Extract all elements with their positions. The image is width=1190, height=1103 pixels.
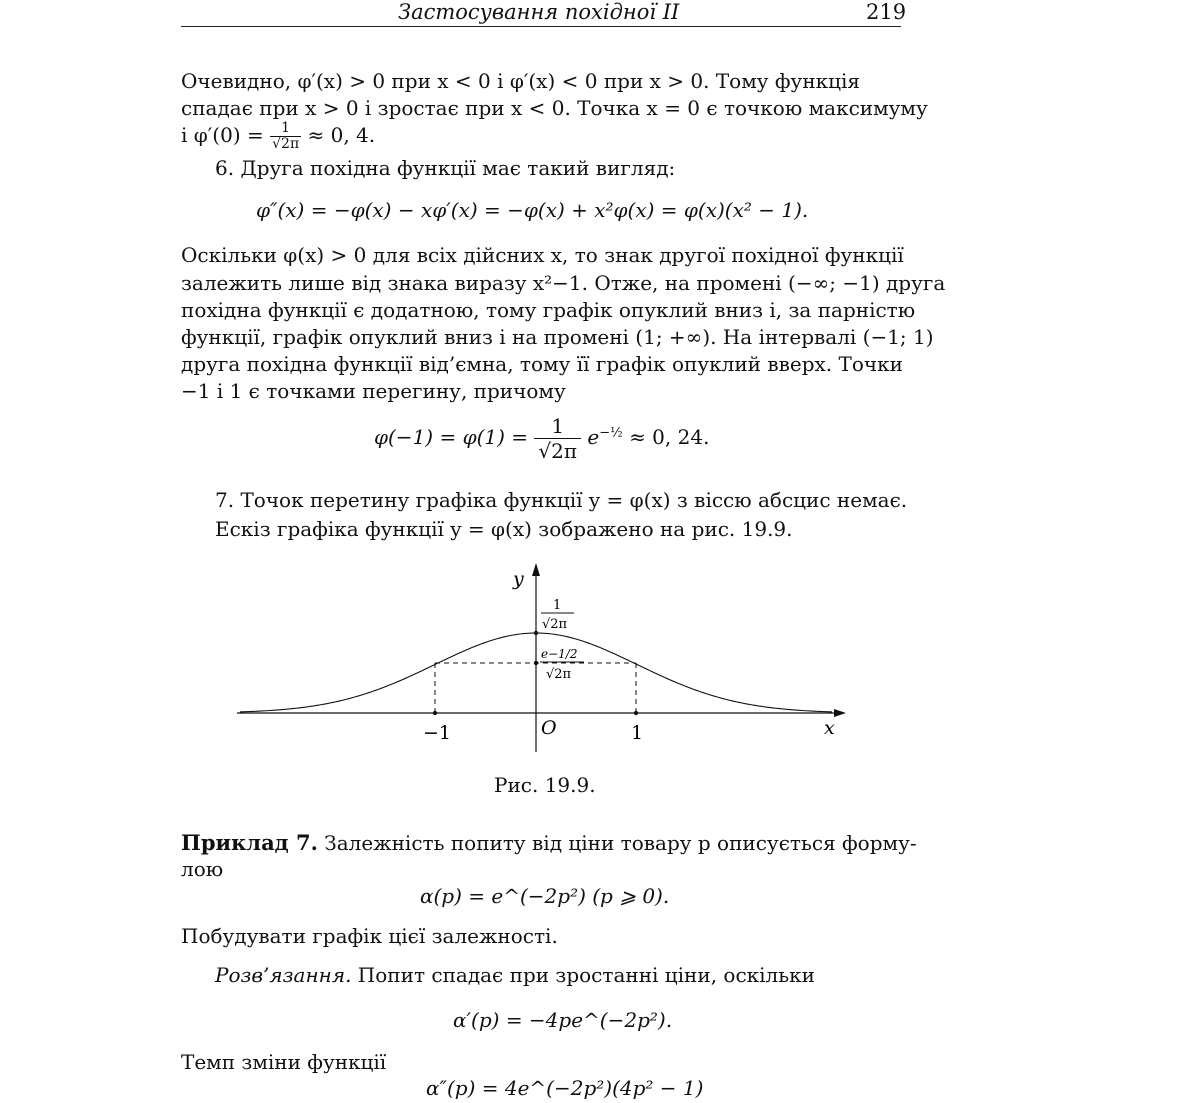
example-text: Залежність попиту від ціни товару p описується форму- [324, 831, 917, 855]
fraction-denominator: √2π [272, 136, 300, 152]
display-formula: α(p) = e^(−2p²) (p ⩾ 0). [420, 884, 670, 908]
tick-label-neg1: −1 [423, 722, 452, 744]
fraction-denominator: √2π [538, 439, 577, 463]
display-formula: α″(p) = 4e^(−2p²)(4p² − 1) [426, 1076, 704, 1100]
paragraph-line: Оскільки φ(x) > 0 для всіх дійсних x, то знак другої похідної функції [181, 243, 904, 267]
paragraph-line: спадає при x > 0 і зростає при x < 0. Точка x = 0 є точкою максимуму [181, 96, 928, 120]
max-label-numerator: 1 [553, 598, 562, 613]
display-formula: φ″(x) = −φ(x) − xφ′(x) = −φ(x) + x²φ(x) = φ(x)(x² − 1). [256, 198, 809, 222]
text-fragment: і φ′(0) = [181, 123, 264, 147]
tick-label-1: 1 [631, 722, 644, 744]
exp-base: e [587, 425, 600, 449]
max-point [534, 631, 538, 635]
tick-point-neg1 [433, 711, 437, 715]
formula-fragment: ≈ 0, 24. [629, 425, 710, 449]
fraction-numerator: 1 [270, 121, 301, 137]
paragraph-line: 6. Друга похідна функції має такий вигляд: [215, 156, 676, 180]
paragraph-line: похідна функції є додатною, тому графік опуклий вниз і, за парністю [181, 298, 916, 322]
solution-line [215, 962, 815, 989]
paragraph-line: Ескіз графіка функції y = φ(x) зображено на рис. 19.9. [215, 517, 793, 541]
example-line [181, 829, 917, 857]
x-axis-label: x [824, 717, 835, 739]
tick-point-1 [634, 711, 638, 715]
example-line: лою [181, 857, 224, 881]
origin-label: O [541, 717, 557, 739]
solution-label: Розв’язання. [215, 963, 352, 987]
page-number: 219 [866, 0, 907, 24]
example-heading: Приклад 7. [181, 830, 318, 855]
paragraph-line: Очевидно, φ′(x) > 0 при x < 0 і φ′(x) < 0 при x > 0. Тому функція [181, 69, 861, 93]
running-title: Застосування похідної II [398, 0, 680, 24]
text-fragment: ≈ 0, 4. [307, 123, 376, 147]
inflection-label-denominator: √2π [546, 667, 572, 682]
paragraph-line: функції, графік опуклий вниз і на промені (1; +∞). На інтервалі (−1; 1) [181, 325, 934, 349]
max-label-denominator: √2π [542, 617, 568, 632]
display-formula: α′(p) = −4pe^(−2p²). [453, 1008, 673, 1032]
inflection-label-numerator: e−1/2 [541, 647, 578, 661]
paragraph-line: 7. Точок перетину графіка функції y = φ(x) з віссю абсцис немає. [215, 488, 908, 512]
exponent: −½ [599, 425, 623, 441]
y-axis-label: y [513, 568, 524, 590]
paragraph-line: −1 і 1 є точками перегину, причому [181, 379, 566, 403]
x-axis-arrow-icon [834, 709, 846, 717]
figure-caption: Рис. 19.9. [494, 773, 596, 797]
inflection-level-point [534, 661, 538, 665]
paragraph-line: Темп зміни функції [181, 1050, 387, 1074]
paragraph-line: залежить лише від знака виразу x²−1. Отже, на промені (−∞; −1) друга [181, 271, 946, 295]
formula-fragment: φ(−1) = φ(1) = [374, 425, 529, 449]
y-axis-arrow-icon [532, 563, 540, 576]
paragraph-line: друга похідна функції від’ємна, тому її графік опуклий вверх. Точки [181, 352, 903, 376]
task-line: Побудувати графік цієї залежності. [181, 924, 558, 948]
solution-text: Попит спадає при зростанні ціни, оскільки [357, 963, 815, 987]
fraction-numerator: 1 [534, 414, 581, 439]
